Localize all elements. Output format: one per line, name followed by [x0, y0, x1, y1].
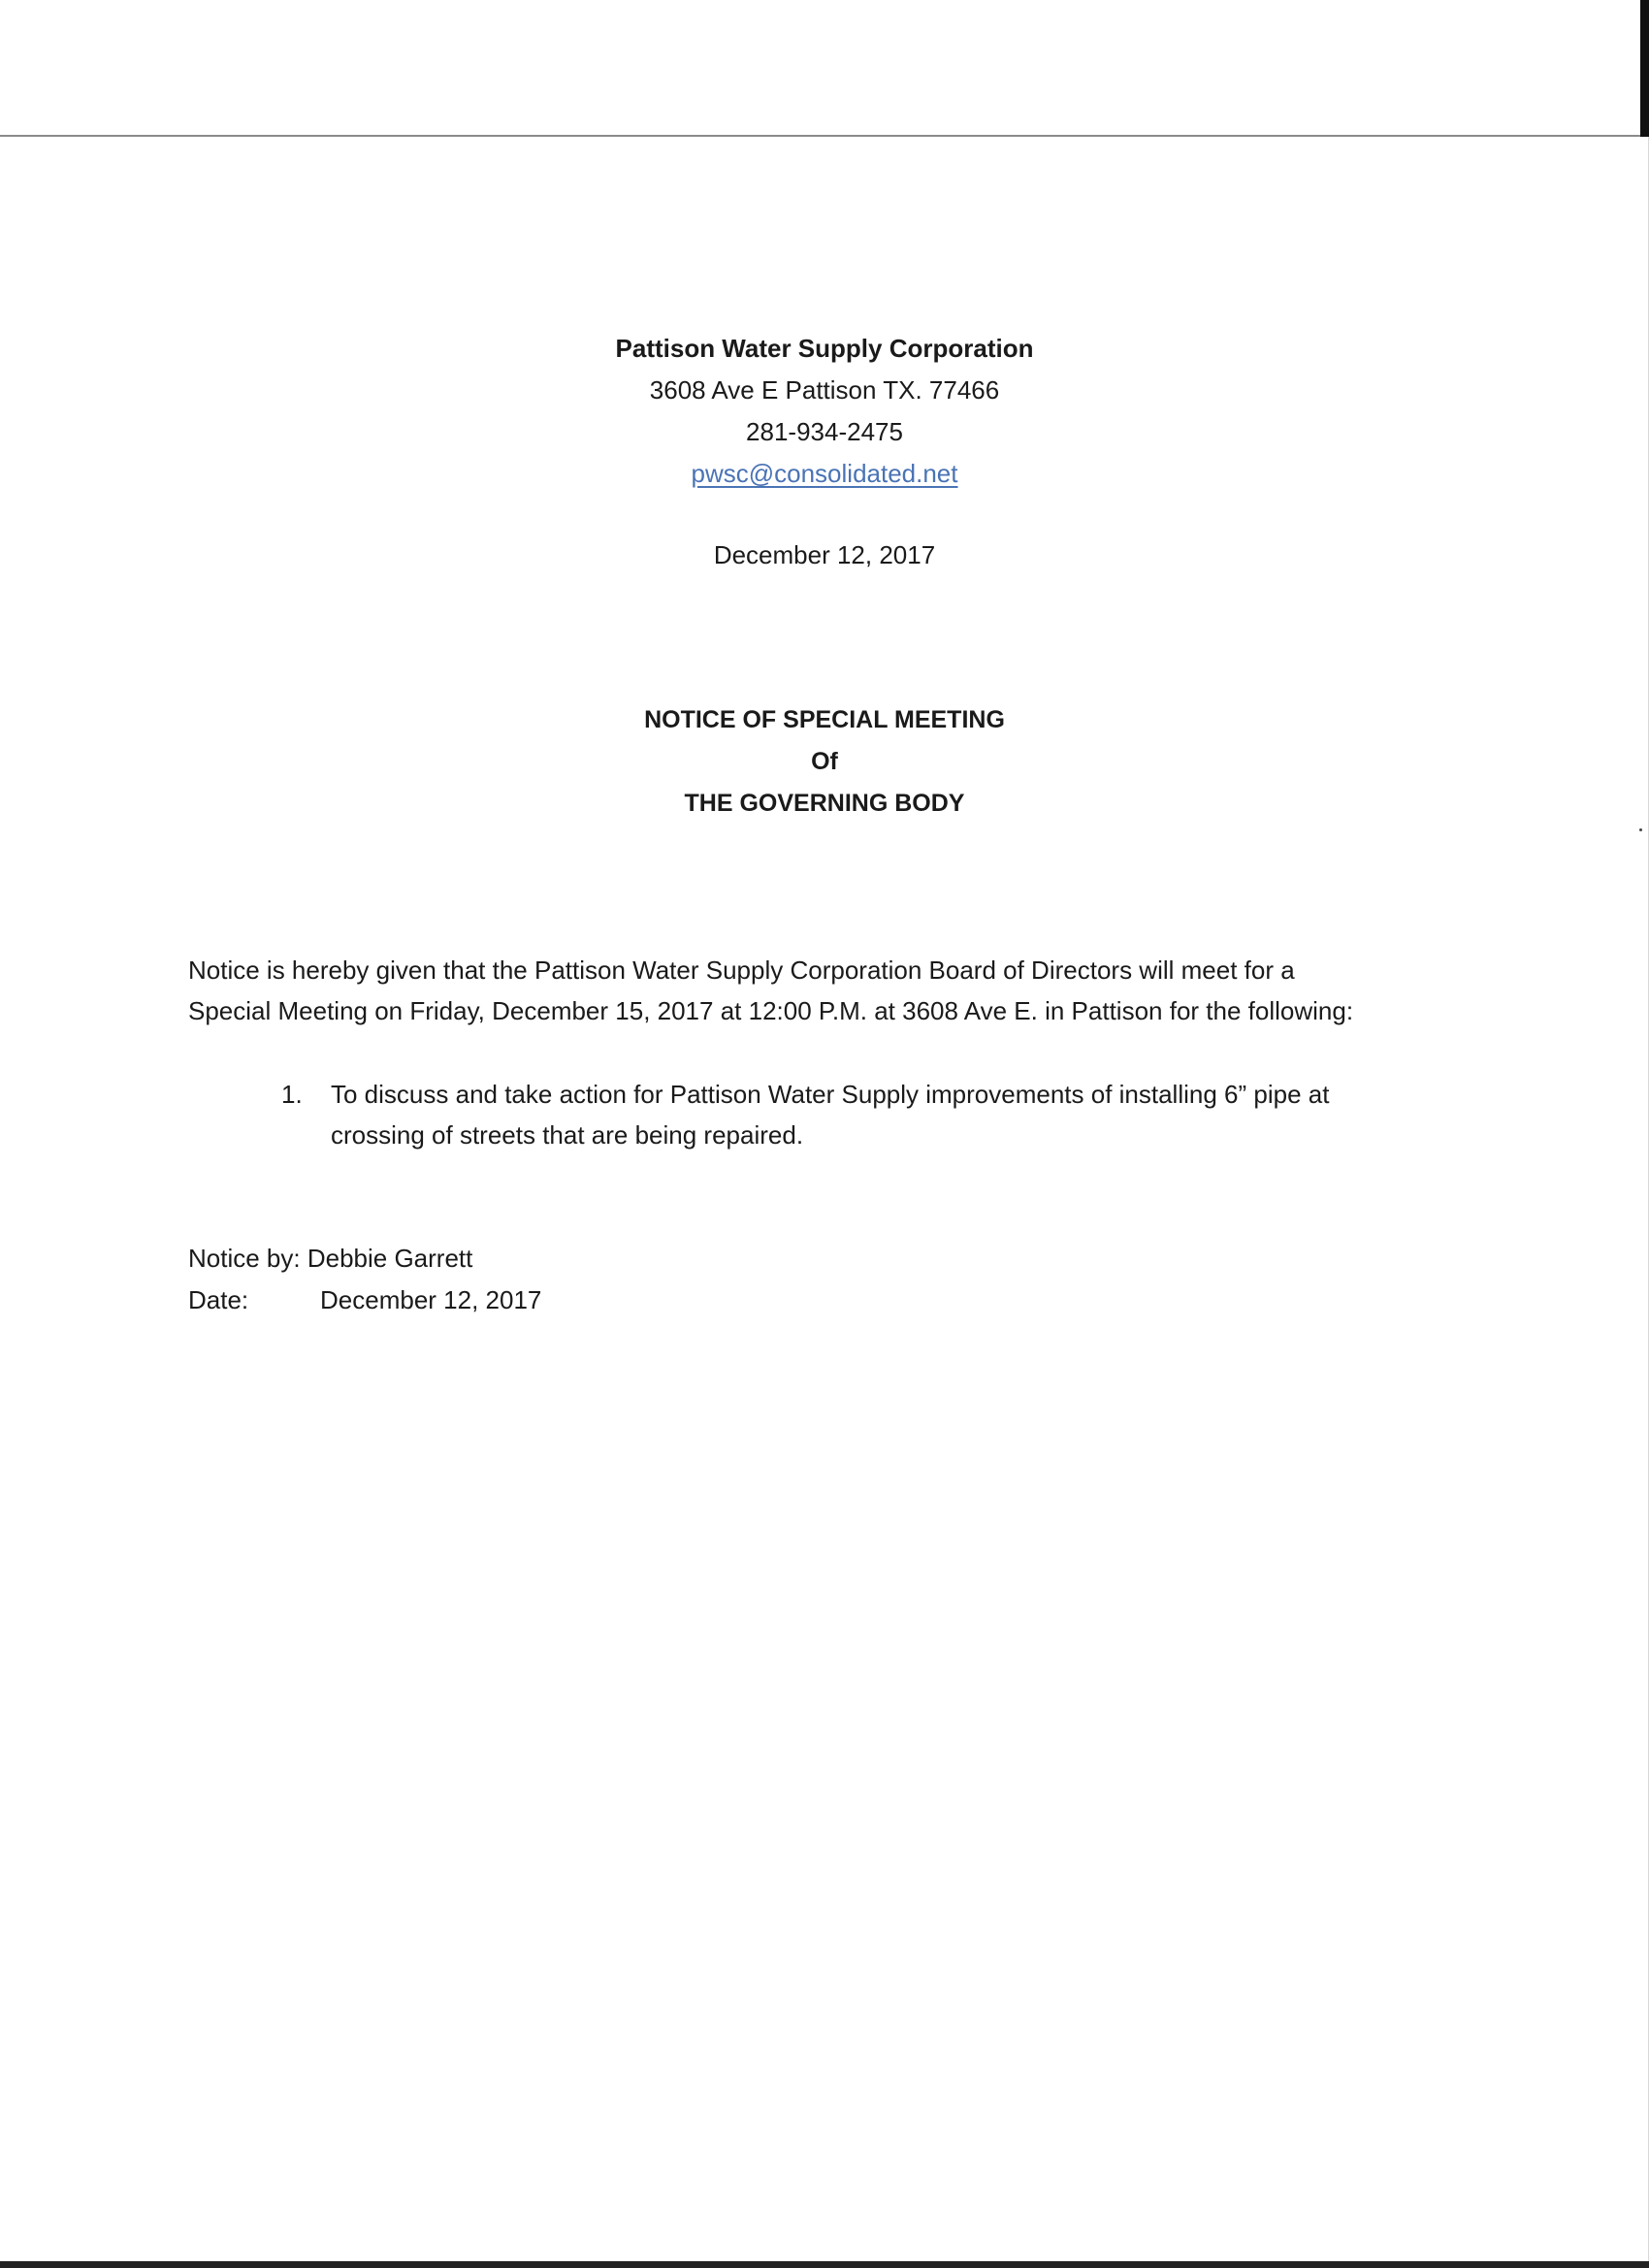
scan-speck [1639, 828, 1642, 831]
notice-title-line-3: THE GOVERNING BODY [684, 790, 965, 817]
notice-body-line-1: Notice is hereby given that the Pattison Water Supply Corporation Board of Directors will meet for a [188, 956, 1295, 985]
email-link[interactable]: pwsc@consolidated.net [691, 459, 958, 488]
date-row [188, 1280, 541, 1321]
org-name: Pattison Water Supply Corporation [615, 334, 1034, 363]
scan-edge-top [0, 135, 1649, 137]
notice-title-line-1: NOTICE OF SPECIAL MEETING [644, 706, 1005, 733]
notice-by-label: Notice by: [188, 1244, 301, 1273]
notice-by-row [188, 1238, 541, 1280]
agenda-item-line-1: To discuss and take action for Pattison Water Supply improvements of installing 6” pipe at [331, 1080, 1330, 1109]
agenda-item [281, 1074, 1474, 1155]
notice-title [0, 699, 1649, 825]
agenda-list [281, 1074, 1474, 1155]
letterhead [0, 328, 1649, 495]
date-label: Date: [188, 1285, 249, 1314]
scan-edge-bottom [0, 2261, 1649, 2268]
notice-body [188, 950, 1488, 1031]
org-address: 3608 Ave E Pattison TX. 77466 [649, 375, 1000, 405]
agenda-item-line-2: crossing of streets that are being repaired. [331, 1120, 804, 1150]
notice-title-line-2: Of [811, 748, 838, 775]
signoff [188, 1238, 541, 1321]
header-date: December 12, 2017 [713, 540, 936, 569]
agenda-item-number: 1. [281, 1080, 303, 1109]
notice-body-line-2: Special Meeting on Friday, December 15, 2017 at 12:00 P.M. at 3608 Ave E. in Pattison for the following: [188, 996, 1354, 1025]
scan-edge-right [1640, 0, 1649, 137]
org-phone: 281-934-2475 [746, 417, 903, 446]
notice-by-value: Debbie Garrett [307, 1244, 473, 1273]
date-value: December 12, 2017 [320, 1285, 542, 1314]
